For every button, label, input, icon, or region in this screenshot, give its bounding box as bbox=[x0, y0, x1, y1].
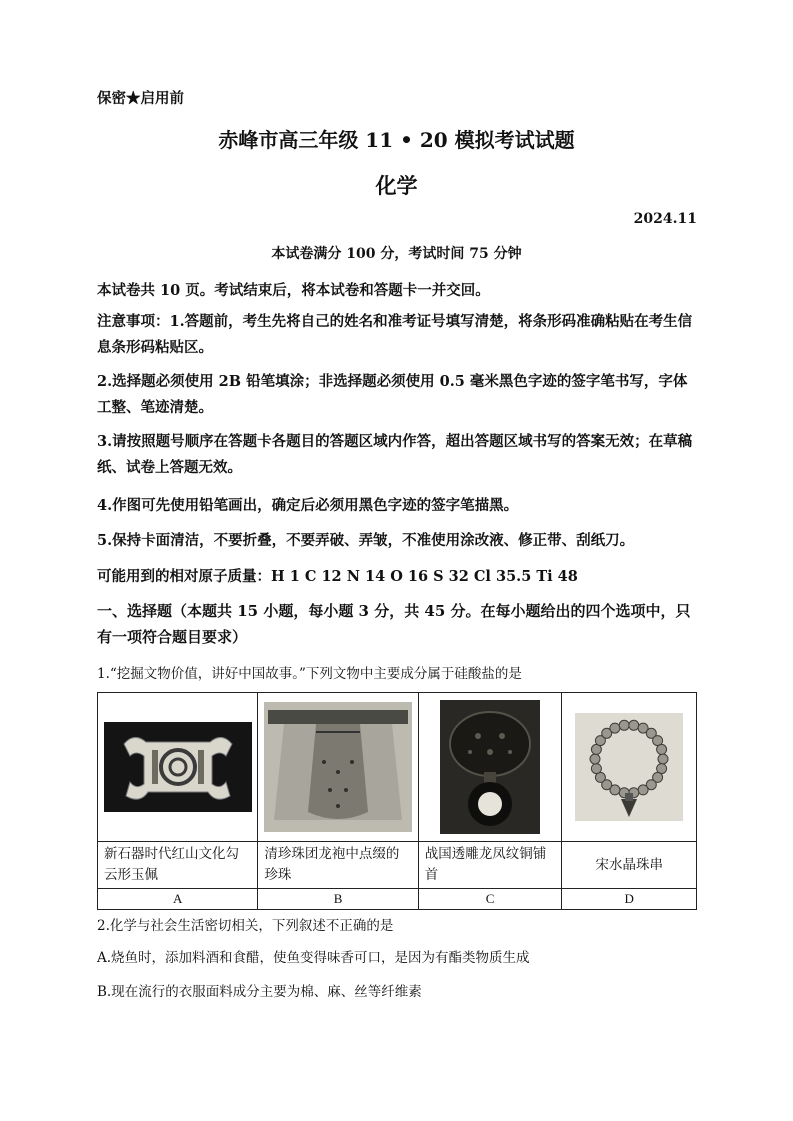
crystal-beads-image bbox=[575, 713, 683, 821]
option-d-letter: D bbox=[562, 889, 697, 910]
instruction-pages: 本试卷共 10 页。考试结束后，将本试卷和答题卡一并交回。 bbox=[97, 282, 490, 299]
option-b-letter: B bbox=[258, 889, 418, 910]
bead bbox=[590, 754, 600, 764]
confidential-label: 保密★启用前 bbox=[97, 90, 184, 107]
section-heading: 一、选择题（本题共 15 小题，每小题 3 分，共 45 分。在每小题给出的四个选项中，只有一项符合题目要求） bbox=[97, 602, 691, 646]
dragon-robe-image bbox=[264, 702, 412, 832]
bead bbox=[592, 764, 602, 774]
bead bbox=[629, 720, 639, 730]
option-b-image bbox=[258, 693, 418, 842]
bead bbox=[619, 720, 629, 730]
subject-title: 化学 bbox=[375, 173, 418, 198]
question-2-option-b: B.现在流行的衣服面料成分主要为棉、麻、丝等纤维素 bbox=[97, 984, 422, 1000]
option-d-image bbox=[562, 693, 697, 842]
exam-title: 赤峰市高三年级 11 • 20 模拟考试试题 bbox=[218, 128, 575, 152]
score-time-line: 本试卷满分 100 分，考试时间 75 分钟 bbox=[271, 246, 522, 262]
option-a-image bbox=[98, 693, 258, 842]
bronze-knocker-image bbox=[440, 700, 540, 834]
bead bbox=[657, 744, 667, 754]
option-c-desc: 战国透雕龙凤纹铜铺首 bbox=[418, 842, 562, 889]
bead bbox=[638, 785, 648, 795]
instruction-note-1: 注意事项：1.答题前，考生先将自己的姓名和准考证号填写清楚，将条形码准确粘贴在考生信息条形码粘贴区。 bbox=[97, 313, 693, 356]
exam-date: 2024.11 bbox=[633, 211, 697, 227]
instruction-note-5: 5.保持卡面清洁，不要折叠，不要弄破、弄皱，不准使用涂改液、修正带、刮纸刀。 bbox=[97, 532, 635, 549]
question-2-stem: 2.化学与社会生活密切相关，下列叙述不正确的是 bbox=[97, 918, 394, 934]
question-1-stem: 1.“挖掘文物价值，讲好中国故事。”下列文物中主要成分属于硅酸盐的是 bbox=[97, 666, 522, 682]
option-b-desc: 清珍珠团龙袍中点缀的珍珠 bbox=[258, 842, 418, 889]
instruction-note-4: 4.作图可先使用铅笔画出，确定后必须用黑色字迹的签字笔描黑。 bbox=[97, 497, 519, 514]
instruction-note-3: 3.请按照题号顺序在答题卡各题目的答题区域内作答，超出答题区域书写的答案无效；在草稿纸、试卷上答题无效。 bbox=[97, 433, 693, 476]
option-a-letter: A bbox=[98, 889, 258, 910]
option-a-desc: 新石器时代红山文化勾云形玉佩 bbox=[98, 842, 258, 889]
bead bbox=[610, 723, 620, 733]
option-d-desc: 宋水晶珠串 bbox=[562, 842, 697, 889]
bead bbox=[658, 754, 668, 764]
question-2-option-a: A.烧鱼时，添加料酒和食醋，使鱼变得味香可口，是因为有酯类物质生成 bbox=[97, 950, 530, 966]
option-c-letter: C bbox=[418, 889, 562, 910]
question-1-options-table bbox=[97, 692, 697, 910]
atomic-mass-line: 可能用到的相对原子质量：H 1 C 12 N 14 O 16 S 32 Cl 35.5 Ti 48 bbox=[97, 568, 578, 585]
option-c-image bbox=[418, 693, 562, 842]
jade-pendant-image bbox=[104, 722, 252, 812]
instruction-note-2: 2.选择题必须使用 2B 铅笔填涂；非选择题必须使用 0.5 毫米黑色字迹的签字笔书写，字体工整、笔迹清楚。 bbox=[97, 373, 688, 416]
